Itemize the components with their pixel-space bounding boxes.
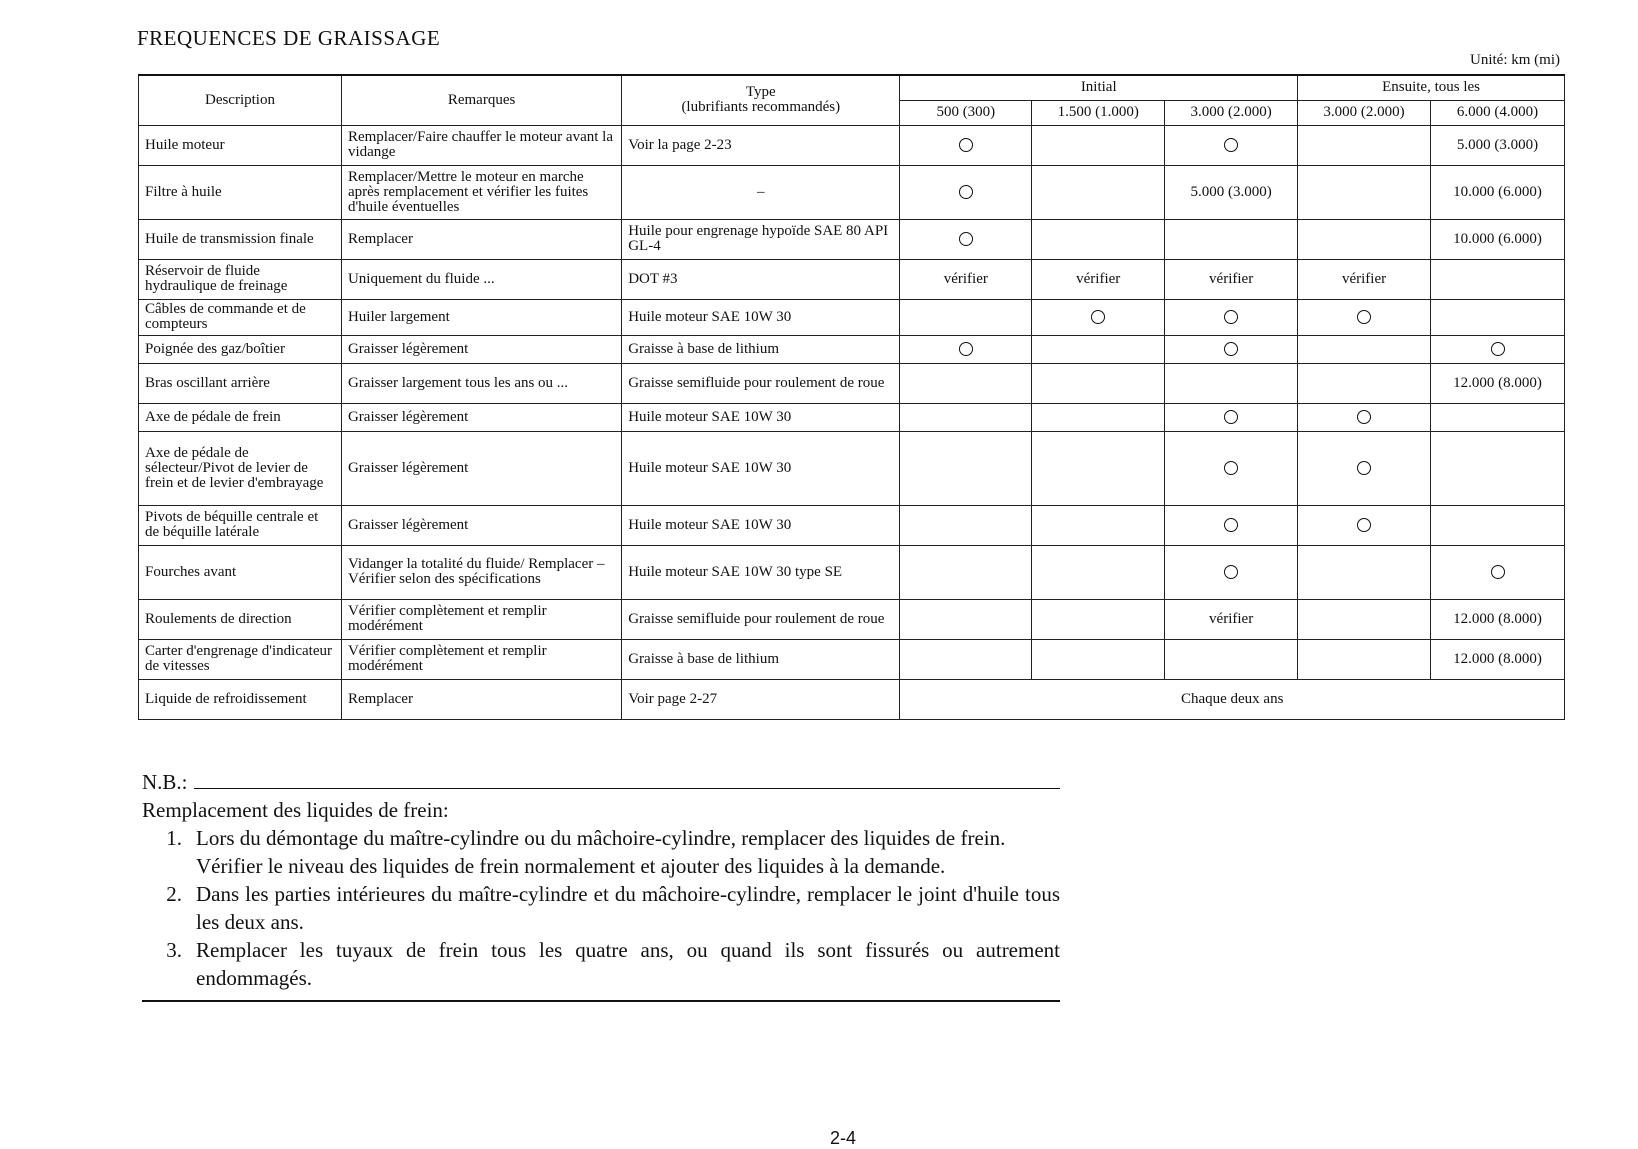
- interval-cell: [900, 219, 1032, 259]
- interval-cell: [1298, 599, 1431, 639]
- note-item-number: 3.: [166, 938, 182, 962]
- interval-cell: [1032, 299, 1165, 335]
- cell-remarques: Remplacer: [341, 219, 621, 259]
- circle-mark-icon: [1491, 565, 1505, 579]
- table-row: [139, 219, 1565, 259]
- circle-mark-icon: [1224, 565, 1238, 579]
- cell-description: Huile moteur: [139, 125, 342, 165]
- header-type: [622, 75, 900, 125]
- cell-description: Roulements de direction: [139, 599, 342, 639]
- cell-description: Huile de transmission finale: [139, 219, 342, 259]
- table-row: [139, 639, 1565, 679]
- note-item-text: Remplacer les tuyaux de frein tous les quatre ans, ou quand ils sont fissurés ou autrement endommagés.: [196, 938, 1060, 990]
- cell-type: Graisse semifluide pour roulement de roue: [622, 599, 900, 639]
- cell-remarques: Graisser légèrement: [341, 335, 621, 363]
- table-row: [139, 431, 1565, 505]
- circle-mark-icon: [1224, 461, 1238, 475]
- interval-cell: [1032, 403, 1165, 431]
- note-item-text: Lors du démontage du maître-cylindre ou du mâchoire-cylindre, remplacer des liquides de frein.: [196, 826, 1006, 850]
- cell-description: Fourches avant: [139, 545, 342, 599]
- interval-cell: [1032, 219, 1165, 259]
- cell-description: Liquide de refroidissement: [139, 679, 342, 719]
- note-heading: Remplacement des liquides de frein:: [142, 798, 449, 822]
- interval-cell: [1032, 335, 1165, 363]
- interval-cell: [900, 639, 1032, 679]
- cell-remarques: Graisser largement tous les ans ou ...: [341, 363, 621, 403]
- interval-cell: 5.000 (3.000): [1165, 165, 1298, 219]
- cell-type: Voir page 2-27: [622, 679, 900, 719]
- circle-mark-icon: [1224, 518, 1238, 532]
- circle-mark-icon: [1357, 518, 1371, 532]
- note-item-number: 1.: [166, 826, 182, 850]
- note-item: [142, 824, 1060, 852]
- interval-cell: 12.000 (8.000): [1431, 363, 1565, 403]
- lubrication-table: [138, 74, 1565, 720]
- table-row: [139, 259, 1565, 299]
- cell-type: Voir la page 2-23: [622, 125, 900, 165]
- interval-cell: [1298, 505, 1431, 545]
- note-item: [142, 880, 1060, 936]
- cell-remarques: Vérifier complètement et remplir modérément: [341, 639, 621, 679]
- interval-cell: [1165, 505, 1298, 545]
- cell-type: DOT #3: [622, 259, 900, 299]
- interval-cell: [1431, 545, 1565, 599]
- interval-cell: 12.000 (8.000): [1431, 599, 1565, 639]
- cell-type: Huile moteur SAE 10W 30: [622, 431, 900, 505]
- note-list: [142, 824, 1060, 992]
- circle-mark-icon: [959, 342, 973, 356]
- cell-type: Graisse à base de lithium: [622, 639, 900, 679]
- note-item: [142, 936, 1060, 992]
- interval-cell: [1032, 505, 1165, 545]
- header-type-line1: Type: [745, 84, 776, 101]
- circle-mark-icon: [1224, 410, 1238, 424]
- cell-remarques: Huiler largement: [341, 299, 621, 335]
- cell-remarques: Graisser légèrement: [341, 403, 621, 431]
- cell-description: Câbles de commande et de compteurs: [139, 299, 342, 335]
- cell-description: Pivots de béquille centrale et de béquille latérale: [139, 505, 342, 545]
- cell-remarques: Graisser légèrement: [341, 505, 621, 545]
- cell-type: Graisse à base de lithium: [622, 335, 900, 363]
- circle-mark-icon: [959, 185, 973, 199]
- cell-type: Huile pour engrenage hypoïde SAE 80 API GL-4: [622, 219, 900, 259]
- note-item: [142, 852, 1060, 880]
- interval-cell: vérifier: [900, 259, 1032, 299]
- circle-mark-icon: [1224, 342, 1238, 356]
- cell-type: Graisse semifluide pour roulement de roue: [622, 363, 900, 403]
- header-remarques: Remarques: [341, 75, 621, 125]
- cell-remarques: Vérifier complètement et remplir modérément: [341, 599, 621, 639]
- interval-cell: [1298, 165, 1431, 219]
- header-row-top: [139, 75, 1565, 100]
- interval-cell: [900, 599, 1032, 639]
- interval-cell: [1431, 299, 1565, 335]
- header-description: Description: [139, 75, 342, 125]
- table-row: [139, 335, 1565, 363]
- table-row: [139, 165, 1565, 219]
- circle-mark-icon: [1357, 310, 1371, 324]
- interval-cell: [1032, 545, 1165, 599]
- cell-remarques: Graisser légèrement: [341, 431, 621, 505]
- page-title: FREQUENCES DE GRAISSAGE: [137, 26, 441, 50]
- note-bottom-rule: [142, 1000, 1060, 1002]
- cell-span-interval: Chaque deux ans: [900, 679, 1565, 719]
- interval-cell: [1032, 599, 1165, 639]
- note-label: N.B.:: [142, 770, 188, 794]
- cell-description: Carter d'engrenage d'indicateur de vitesses: [139, 639, 342, 679]
- interval-cell: [900, 299, 1032, 335]
- interval-header: 3.000 (2.000): [1165, 100, 1298, 125]
- table-row: [139, 299, 1565, 335]
- interval-cell: [1032, 363, 1165, 403]
- interval-cell: [1431, 431, 1565, 505]
- interval-cell: 12.000 (8.000): [1431, 639, 1565, 679]
- cell-type: –: [622, 165, 900, 219]
- interval-cell: vérifier: [1032, 259, 1165, 299]
- table-row: [139, 679, 1565, 719]
- header-ensuite: Ensuite, tous les: [1298, 75, 1565, 100]
- cell-description: Axe de pédale de frein: [139, 403, 342, 431]
- cell-remarques: Vidanger la totalité du fluide/ Remplacer – Vérifier selon des spécifications: [341, 545, 621, 599]
- note-block: [142, 768, 1060, 1002]
- interval-header: 3.000 (2.000): [1298, 100, 1431, 125]
- circle-mark-icon: [1224, 310, 1238, 324]
- interval-cell: [900, 125, 1032, 165]
- table-body: [139, 75, 1565, 719]
- note-item-number: 2.: [166, 882, 182, 906]
- interval-cell: [1165, 431, 1298, 505]
- table-row: [139, 545, 1565, 599]
- cell-description: Poignée des gaz/boîtier: [139, 335, 342, 363]
- interval-cell: [1431, 335, 1565, 363]
- table-row: [139, 599, 1565, 639]
- cell-type: Huile moteur SAE 10W 30 type SE: [622, 545, 900, 599]
- interval-header: 6.000 (4.000): [1431, 100, 1565, 125]
- note-rule: [194, 788, 1060, 789]
- cell-description: Filtre à huile: [139, 165, 342, 219]
- unit-label: Unité: km (mi): [1470, 52, 1560, 68]
- interval-header: 500 (300): [900, 100, 1032, 125]
- interval-cell: [1165, 363, 1298, 403]
- note-label-line: [142, 768, 1060, 796]
- interval-cell: [1032, 125, 1165, 165]
- header-initial: Initial: [900, 75, 1298, 100]
- interval-header: 1.500 (1.000): [1032, 100, 1165, 125]
- interval-cell: 10.000 (6.000): [1431, 165, 1565, 219]
- interval-cell: [900, 403, 1032, 431]
- interval-cell: [1298, 335, 1431, 363]
- interval-cell: [1298, 125, 1431, 165]
- interval-cell: [1298, 639, 1431, 679]
- circle-mark-icon: [1357, 410, 1371, 424]
- note-item-text: Dans les parties intérieures du maître-cylindre et du mâchoire-cylindre, remplacer le joint d'huile tous les deux ans.: [196, 882, 1060, 934]
- note-item-text: Vérifier le niveau des liquides de frein normalement et ajouter des liquides à la demande.: [196, 854, 946, 878]
- cell-type: Huile moteur SAE 10W 30: [622, 403, 900, 431]
- cell-remarques: Remplacer/Mettre le moteur en marche après remplacement et vérifier les fuites d'huile éventuelles: [341, 165, 621, 219]
- cell-remarques: Uniquement du fluide ...: [341, 259, 621, 299]
- circle-mark-icon: [1224, 138, 1238, 152]
- interval-cell: [900, 335, 1032, 363]
- interval-cell: [900, 363, 1032, 403]
- table-row: [139, 505, 1565, 545]
- cell-description: Bras oscillant arrière: [139, 363, 342, 403]
- interval-cell: [1298, 545, 1431, 599]
- interval-cell: [1431, 403, 1565, 431]
- interval-cell: [1165, 299, 1298, 335]
- interval-cell: [1032, 639, 1165, 679]
- interval-cell: vérifier: [1165, 599, 1298, 639]
- cell-remarques: Remplacer: [341, 679, 621, 719]
- interval-cell: [1431, 259, 1565, 299]
- interval-cell: 10.000 (6.000): [1431, 219, 1565, 259]
- interval-cell: [1165, 545, 1298, 599]
- interval-cell: vérifier: [1165, 259, 1298, 299]
- circle-mark-icon: [1091, 310, 1105, 324]
- circle-mark-icon: [1491, 342, 1505, 356]
- interval-cell: [1032, 165, 1165, 219]
- interval-cell: [900, 431, 1032, 505]
- table-row: [139, 363, 1565, 403]
- interval-cell: [1165, 219, 1298, 259]
- interval-cell: [1032, 431, 1165, 505]
- cell-type: Huile moteur SAE 10W 30: [622, 299, 900, 335]
- interval-cell: [1165, 335, 1298, 363]
- circle-mark-icon: [959, 232, 973, 246]
- interval-cell: [1165, 403, 1298, 431]
- interval-cell: [1431, 505, 1565, 545]
- note-item-number: [142, 852, 196, 880]
- interval-cell: [900, 505, 1032, 545]
- interval-cell: 5.000 (3.000): [1431, 125, 1565, 165]
- cell-type: Huile moteur SAE 10W 30: [622, 505, 900, 545]
- interval-cell: [1298, 363, 1431, 403]
- interval-cell: [1298, 299, 1431, 335]
- circle-mark-icon: [1357, 461, 1371, 475]
- interval-cell: vérifier: [1298, 259, 1431, 299]
- header-type-line2: (lubrifiants recommandés): [681, 99, 841, 116]
- interval-cell: [1298, 219, 1431, 259]
- circle-mark-icon: [959, 138, 973, 152]
- page-number: 2-4: [830, 1128, 857, 1148]
- cell-description: Axe de pédale de sélecteur/Pivot de levier de frein et de levier d'embrayage: [139, 431, 342, 505]
- interval-cell: [1298, 431, 1431, 505]
- interval-cell: [1165, 125, 1298, 165]
- interval-cell: [1298, 403, 1431, 431]
- table-row: [139, 403, 1565, 431]
- interval-cell: [900, 165, 1032, 219]
- table-row: [139, 125, 1565, 165]
- interval-cell: [1165, 639, 1298, 679]
- cell-description: Réservoir de fluide hydraulique de freinage: [139, 259, 342, 299]
- interval-cell: [900, 545, 1032, 599]
- cell-remarques: Remplacer/Faire chauffer le moteur avant la vidange: [341, 125, 621, 165]
